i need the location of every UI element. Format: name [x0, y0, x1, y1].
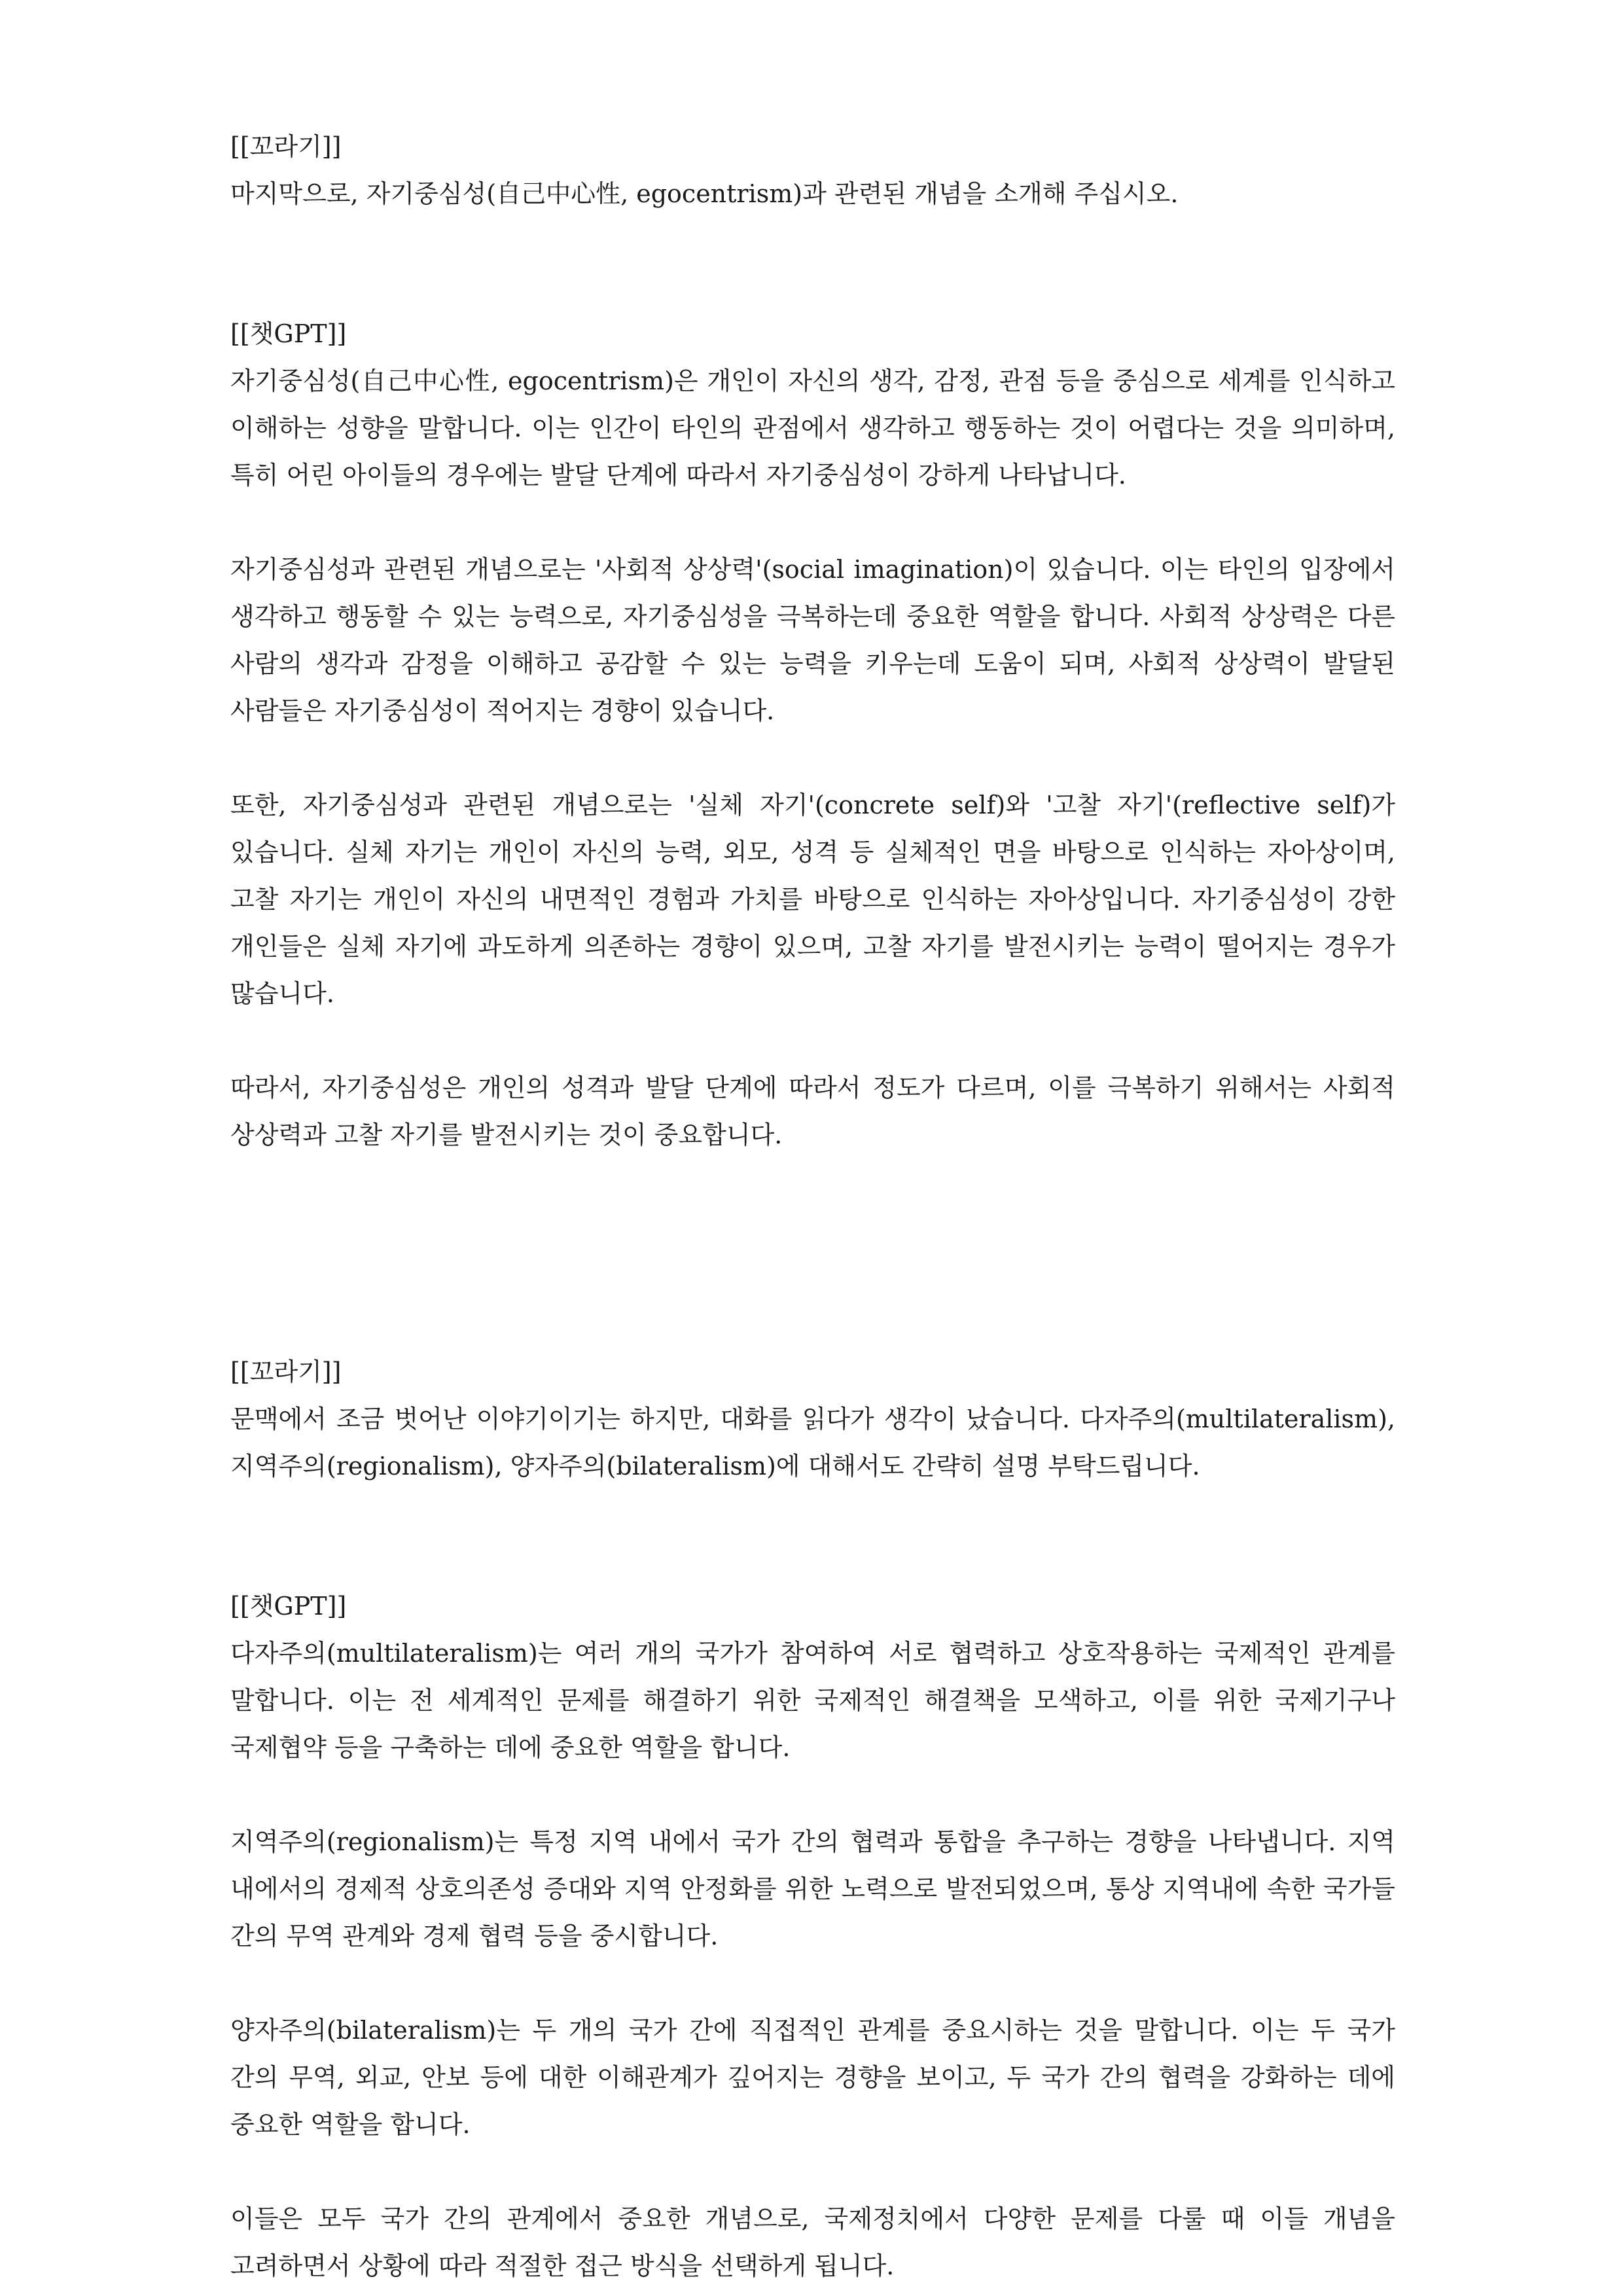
dialogue-block-user-1	[230, 123, 1395, 217]
block-spacer	[230, 1158, 1395, 1348]
speaker-label: [[꼬라기]]	[230, 132, 342, 161]
dialogue-block-assistant-2	[230, 1583, 1395, 2289]
paragraph: 자기중심성과 관련된 개념으로는 '사회적 상상력'(social imagination)이 있습니다. 이는 타인의 입장에서 생각하고 행동할 수 있는 능력으로, 자기중심성을 극복하는데 중요한 역할을 합니다. 사회적 상상력은 다른 사람의 생각과 감정을 이해하고 공감할 수 있는 능력을 키우는데 도움이 되며, 사회적 상상력이 발달된 사람들은 자기중심성이 적어지는 경향이 있습니다.	[230, 555, 1395, 725]
paragraph: 다자주의(multilateralism)는 여러 개의 국가가 참여하여 서로 협력하고 상호작용하는 국제적인 관계를 말합니다. 이는 전 세계적인 문제를 해결하기 위한 국제적인 해결책을 모색하고, 이를 위한 국제기구나 국제협약 등을 구축하는 데에 중요한 역할을 합니다.	[230, 1639, 1395, 1762]
block-spacer	[230, 1490, 1395, 1583]
paragraph: 자기중심성(自己中心性, egocentrism)은 개인이 자신의 생각, 감정, 관점 등을 중심으로 세계를 인식하고 이해하는 성향을 말합니다. 이는 인간이 타인의 관점에서 생각하고 행동하는 것이 어렵다는 것을 의미하며, 특히 어린 아이들의 경우에는 발달 단계에 따라서 자기중심성이 강하게 나타납니다.	[230, 367, 1395, 490]
document-page	[230, 123, 1395, 2289]
block-spacer	[230, 217, 1395, 310]
paragraph: 또한, 자기중심성과 관련된 개념으로는 '실체 자기'(concrete self)와 '고찰 자기'(reflective self)가 있습니다. 실체 자기는 개인이 자신의 능력, 외모, 성격 등 실체적인 면을 바탕으로 인식하는 자아상이며, 고찰 자기는 개인이 자신의 내면적인 경험과 가치를 바탕으로 인식하는 자아상입니다. 자기중심성이 강한 개인들은 실체 자기에 과도하게 의존하는 경향이 있으며, 고찰 자기를 발전시키는 능력이 떨어지는 경우가 많습니다.	[230, 791, 1395, 1008]
paragraph: 따라서, 자기중심성은 개인의 성격과 발달 단계에 따라서 정도가 다르며, 이를 극복하기 위해서는 사회적 상상력과 고찰 자기를 발전시키는 것이 중요합니다.	[230, 1073, 1395, 1149]
speaker-label: [[꼬라기]]	[230, 1357, 342, 1386]
paragraph: 마지막으로, 자기중심성(自己中心性, egocentrism)과 관련된 개념을 소개해 주십시오.	[230, 179, 1179, 208]
dialogue-block-user-2	[230, 1348, 1395, 1490]
paragraph: 지역주의(regionalism)는 특정 지역 내에서 국가 간의 협력과 통합을 추구하는 경향을 나타냅니다. 지역 내에서의 경제적 상호의존성 증대와 지역 안정화를 위한 노력으로 발전되었으며, 통상 지역내에 속한 국가들 간의 무역 관계와 경제 협력 등을 중시합니다.	[230, 1827, 1395, 1950]
speaker-label: [[챗GPT]]	[230, 1592, 347, 1621]
paragraph: 문맥에서 조금 벗어난 이야기이기는 하지만, 대화를 읽다가 생각이 났습니다. 다자주의(multilateralism), 지역주의(regionalism), 양자주의(bilateralism)에 대해서도 간략히 설명 부탁드립니다.	[230, 1405, 1395, 1480]
paragraph: 이들은 모두 국가 간의 관계에서 중요한 개념으로, 국제정치에서 다양한 문제를 다룰 때 이들 개념을 고려하면서 상황에 따라 적절한 접근 방식을 선택하게 됩니다.	[230, 2204, 1395, 2280]
speaker-label: [[챗GPT]]	[230, 319, 347, 348]
paragraph: 양자주의(bilateralism)는 두 개의 국가 간에 직접적인 관계를 중요시하는 것을 말합니다. 이는 두 국가 간의 무역, 외교, 안보 등에 대한 이해관계가 깊어지는 경향을 보이고, 두 국가 간의 협력을 강화하는 데에 중요한 역할을 합니다.	[230, 2016, 1395, 2139]
dialogue-block-assistant-1	[230, 310, 1395, 1158]
